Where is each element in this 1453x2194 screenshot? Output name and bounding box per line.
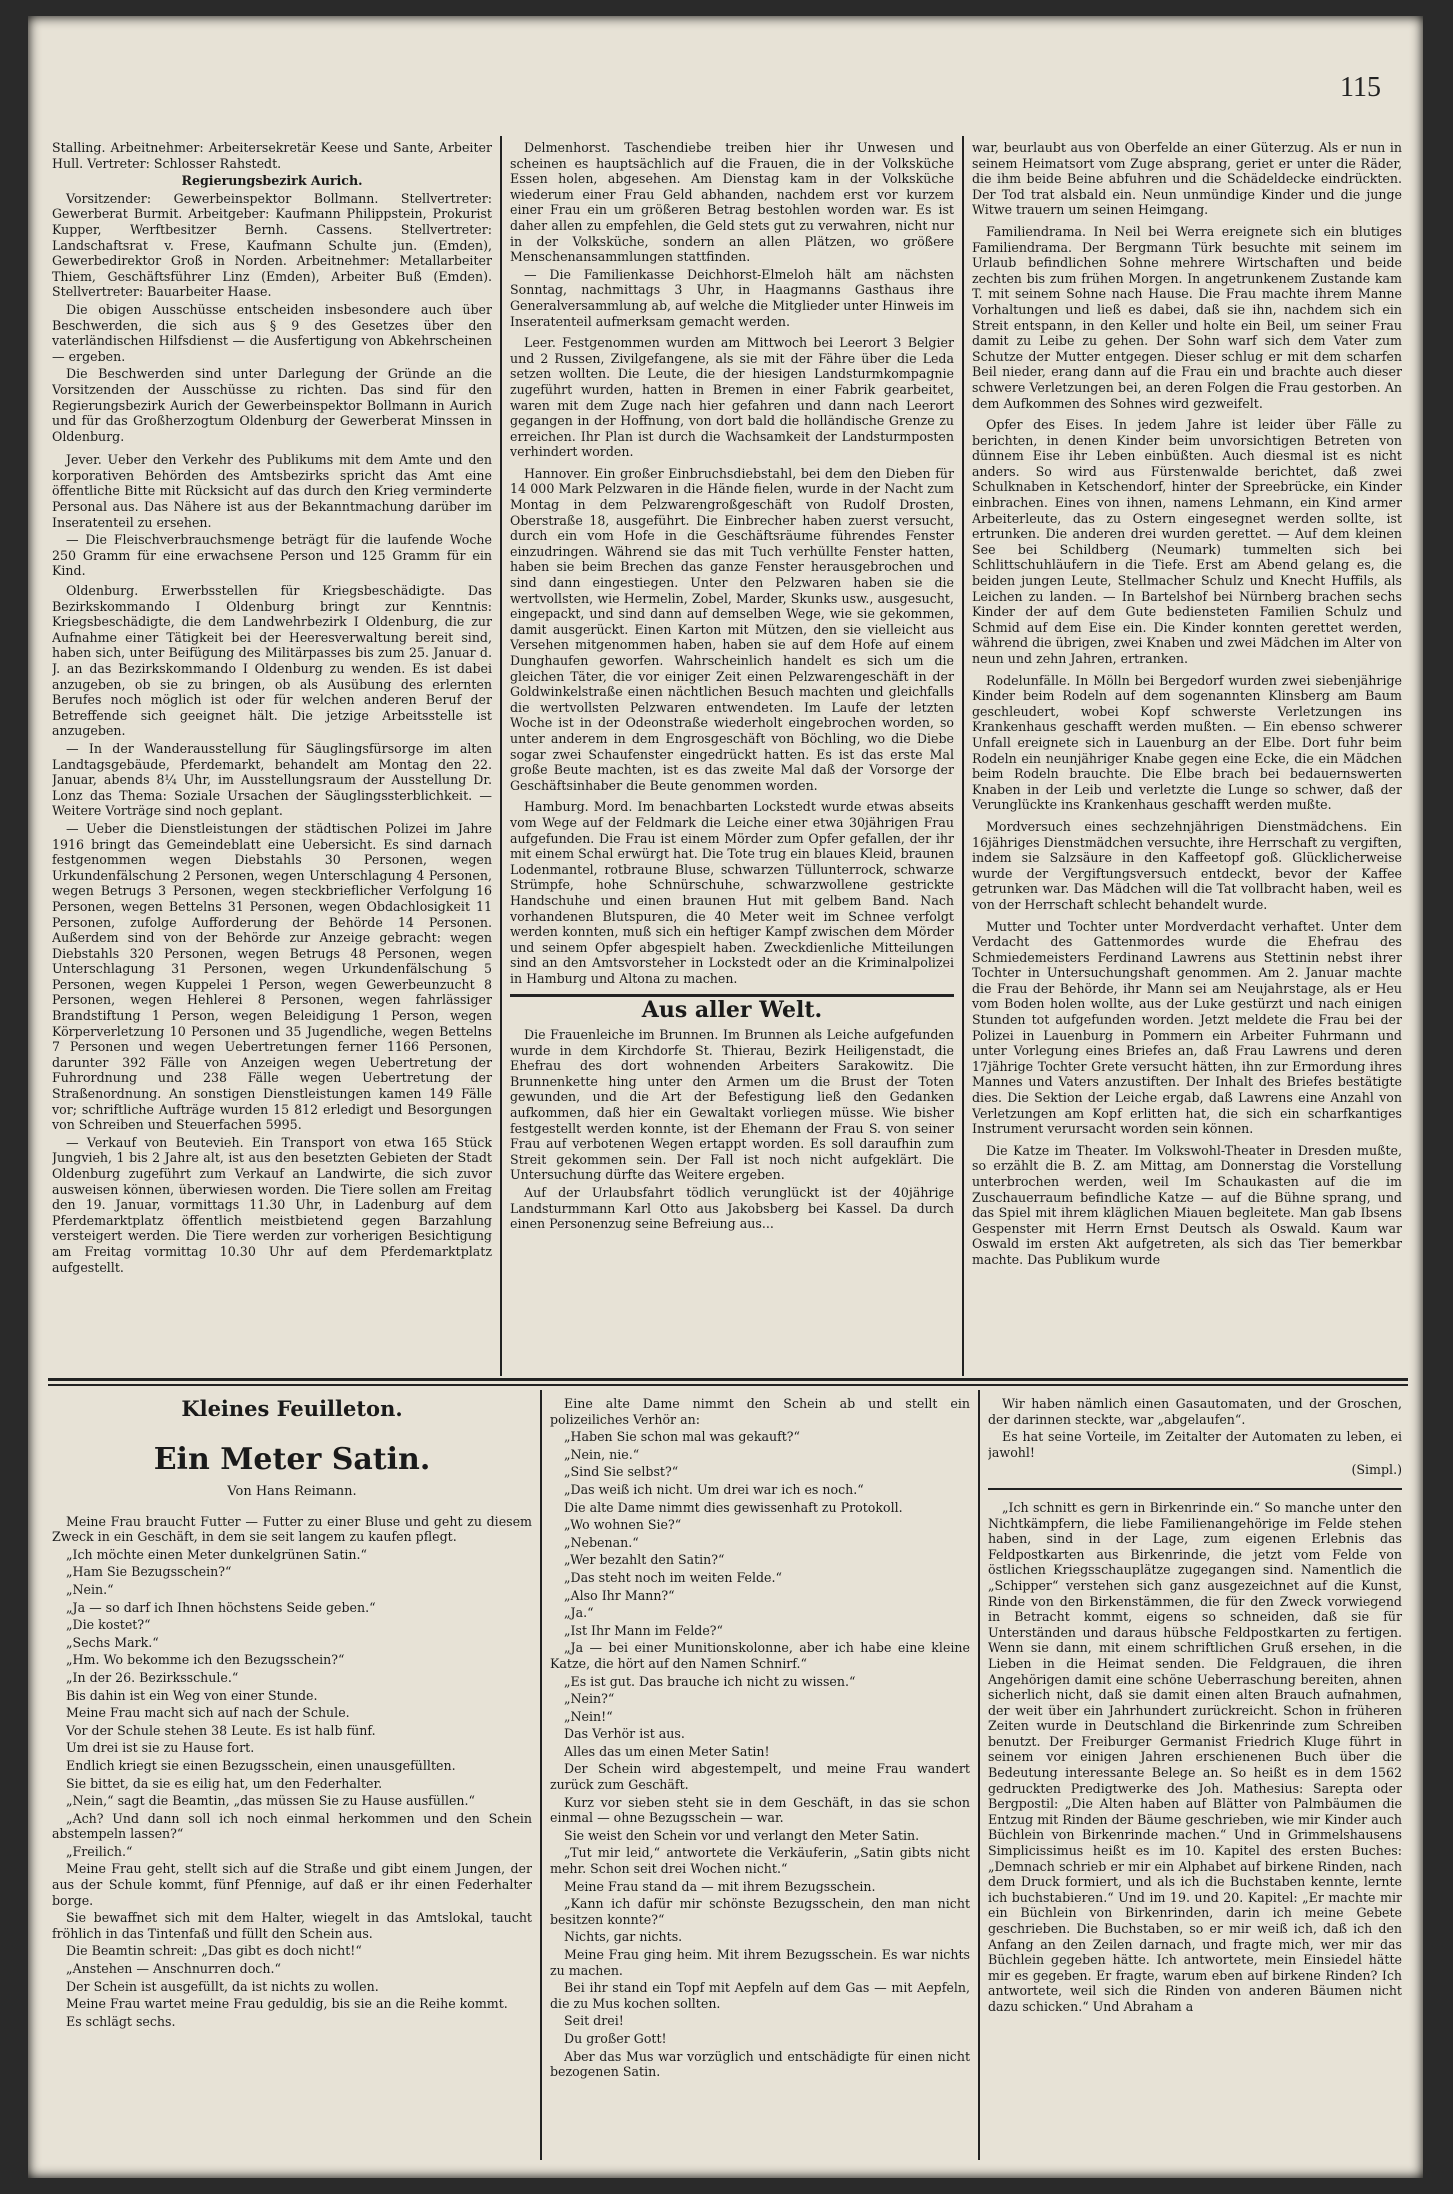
dialogue-line: „Das steht noch im weiten Felde.“ bbox=[564, 1569, 782, 1585]
dialogue-line: „Nebenan.“ bbox=[564, 1534, 639, 1550]
paragraph: Nichts, gar nichts. bbox=[564, 1929, 683, 1945]
paragraph: Die Beschwerden sind unter Darlegung der Gründe an die Vorsitzenden der Ausschüsse zu richten. Das sind für den Regierungsbezirk Aurich der Gewerbeinspektor Bollmann in Aurich und für das Großherzogtum Oldenburg der Gewerberat Minssen in Oldenburg. bbox=[52, 366, 492, 444]
feuilleton-header: Kleines Feuilleton. bbox=[181, 1396, 403, 1421]
paragraph: Jever. Ueber den Verkehr des Publikums mit dem Amte und den korporativen Behörden des Amtsbezirks spricht das Amt eine öffentliche Bitte mit Rücksicht auf das durch den Krieg verminderte Personal aus. Das Nähere ist aus der Bekanntmachung darüber im Inseratenteil zu ersehen. bbox=[52, 452, 492, 530]
paragraph: war, beurlaubt aus von Oberfelde an einer Güterzug. Als er nun in seinem Heimatsort vom Zuge absprang, geriet er unter die Räder, die ihm beide Beine abfuhren und die Schädeldecke eindrückten. Der Tod trat alsbald ein. Neun unmündige Kinder und die junge Witwe trauern um seinen Heimgang. bbox=[972, 140, 1402, 218]
paragraph: Bei ihr stand ein Topf mit Aepfeln auf dem Gas — mit Aepfeln, die zu Mus kochen sollten. bbox=[550, 1980, 970, 2011]
column-2 bbox=[510, 140, 954, 1370]
paragraph: Sie bewaffnet sich mit dem Halter, wiegelt in das Amtslokal, taucht fröhlich in das Tintenfaß und füllt den Schein aus. bbox=[52, 1910, 532, 1941]
paragraph: Delmenhorst. Taschendiebe treiben hier ihr Unwesen und scheinen es hauptsächlich auf die Frauen, die in der Volksküche Essen holen, abgesehen. Am Dienstag kam in der Volksküche wiederum einer Frau Geld abhanden, nachdem erst vor kurzem einer Frau ein um größeren Betrag bestohlen worden war. Es ist daher allen zu empfehlen, die Geld stets gut zu verwahren, nicht nur in der Volksküche, sondern an allen Plätzen, wo größere Menschenansammlungen stattfinden. bbox=[510, 140, 954, 265]
paragraph: Vor der Schule stehen 38 Leute. Es ist halb fünf. bbox=[66, 1722, 376, 1738]
dialogue-line: „Freilich.“ bbox=[66, 1843, 133, 1859]
paragraph: Eine alte Dame nimmt den Schein ab und stellt ein polizeiliches Verhör an: bbox=[550, 1396, 970, 1427]
feuilleton-column-3 bbox=[988, 1396, 1402, 2156]
dialogue-line: „Hm. Wo bekomme ich den Bezugsschein?“ bbox=[66, 1652, 345, 1668]
dialogue-line: „Ach? Und dann soll ich noch einmal herkommen und den Schein abstempeln lassen?“ bbox=[52, 1810, 532, 1842]
paragraph: — Die Familienkasse Deichhorst-Elmeloh hält am nächsten Sonntag, nachmittags 3 Uhr, in Haagmanns Gasthaus ihre Generalversammlung ab, auf welche die Mitglieder unter Hinweis im Inseratenteil aufmerksam gemacht werden. bbox=[510, 266, 954, 329]
dialogue-line: „Nein!“ bbox=[564, 1708, 613, 1724]
paragraph: Die Frauenleiche im Brunnen. Im Brunnen als Leiche aufgefunden wurde in dem Kirchdorfe St. Thierau, Bezirk Heiligenstadt, die Ehefrau des dort wohnenden Arbeiters Sarakowitz. Die Brunnenkette hing unter den Armen um die Brust der Toten gewunden, und die Art der Befestigung ließ den Gedanken aufkommen, daß hier ein Gewaltakt vorliegen müsse. Wie bisher festgestellt werden konnte, ist der Ehemann der Frau S. von seiner Frau auf verbotenen Wegen ertappt worden. Es soll daraufhin zum Streit gekommen sein. Der Fall ist noch nicht aufgeklärt. Die Untersuchung dürfte das Weitere ergeben. bbox=[510, 1027, 954, 1183]
paragraph: Stalling. Arbeitnehmer: Arbeitersekretär Keese und Sante, Arbeiter Hull. Vertreter: Schlosser Rahstedt. bbox=[52, 140, 492, 171]
dialogue-line: „Die kostet?“ bbox=[66, 1617, 151, 1633]
paragraph: Vorsitzender: Gewerbeinspektor Bollmann. Stellvertreter: Gewerberat Burmit. Arbeitgeber: Kaufmann Philippstein, Prokurist Kupper, Werftbesitzer Bernh. Cassens. Stellvertreter: Landschaftsrat v. Frese, Kaufmann Schulte jun. (Emden), Gewerbedirektor Groß in Norden. Arbeitnehmer: Metallarbeiter Thiem, Geschäftsführer Linz (Emden), Arbeiter Buß (Emden). Stellvertreter: Bauarbeiter Haase. bbox=[52, 190, 492, 300]
paragraph: Alles das um einen Meter Satin! bbox=[564, 1743, 770, 1759]
paragraph: Hannover. Ein großer Einbruchsdiebstahl, bei dem den Dieben für 14 000 Mark Pelzwaren in die Hände fielen, wurde in der Nacht zum Montag in dem Pelzwarengroßgeschäft von Rudolf Drosten, Oberstraße 18, ausgeführt. Die Einbrecher haben zuerst versucht, durch ein vom Hofe in die Geschäftsräume führendes Fenster einzudringen. Während sie das mit Tuch verhüllte Fenster hatten, haben sie beim Brechen das ganze Fenster herausgebrochen und sind dann eingestiegen. Unter den Pelzwaren haben sie die wertvollsten, wie Hermelin, Zobel, Marder, Skunks usw., ausgesucht, eingepackt, und sind dann auf demselben Wege, wie sie gekommen, damit ausgerückt. Einen Karton mit Mützen, den sie vielleicht aus Versehen mitgenommen haben, haben sie auf dem Hofe auf einem Dunghaufen geworfen. Wahrscheinlich handelt es sich um die gleichen Täter, die vor einiger Zeit einen Pelzwarengeschäft in der Goldwinkelstraße einen nächtlichen Besuch machten und gleichfalls die wertvollsten Pelzwaren entwendeten. Im Laufe der letzten Woche ist in der Odeonstraße wiederholt eingebrochen worden, so unter anderem in dem Engrosgeschäft von Böchling, wo die Diebe sogar zwei Schaufenster eingedrückt hatten. Es ist das erste Mal große Beute machten, ist es das zweite Mal daß der Vorsorge der Geschäftsinhaber die Beute genommen worden. bbox=[510, 465, 954, 793]
feuilleton-column-1 bbox=[52, 1394, 532, 2154]
paragraph: Das Verhör ist aus. bbox=[564, 1726, 685, 1742]
paragraph: Familiendrama. In Neil bei Werra ereignete sich ein blutiges Familiendrama. Der Bergmann Türk besuchte mit seinem im Urlaub befindlichen Sohne mehrere Wirtschaften und beide zechten bis zum frühen Morgen. In angetrunkenem Zustande kam T. mit seinem Sohne nach Hause. Die Frau machte ihrem Manne Vorhaltungen und ließ es dabei, daß sie ihn, nachdem sich ein Streit entspann, in den Keller und holte ein Beil, um seiner Frau damit zu Leibe zu gehen. Der Sohn warf sich dem Vater zum Schutze der Mutter entgegen. Dieser schlug er mit dem scharfen Beil nieder, erang dann auf die Frau ein und brachte auch dieser schwere Verletzungen bei, an deren Folgen die Frau gestorben. An dem Aufkommen des Sohnes wird gezweifelt. bbox=[972, 223, 1402, 411]
paragraph: Seit drei! bbox=[564, 2013, 624, 2029]
dialogue-line: „Wer bezahlt den Satin?“ bbox=[564, 1552, 725, 1568]
column-divider bbox=[962, 136, 964, 1376]
source-credit: (Simpl.) bbox=[1351, 1462, 1402, 1478]
paragraph: Meine Frau macht sich auf nach der Schule. bbox=[66, 1705, 350, 1721]
paragraph: Der Schein ist ausgefüllt, da ist nichts zu wollen. bbox=[66, 1978, 379, 1994]
divider bbox=[988, 1488, 1402, 1490]
paragraph: — Ueber die Dienstleistungen der städtischen Polizei im Jahre 1916 bringt das Gemeindeblatt eine Uebersicht. Es sind darnach festgenommen wegen Diebstahls 30 Personen, wegen Urkundenfälschung 2 Personen, wegen Unterschlagung 4 Personen, wegen Betrugs 3 Personen, wegen steckbrieflicher Verfolgung 16 Personen, wegen Bettelns 31 Personen, wegen Obdachlosigkeit 11 Personen, zufolge Aufforderung der Behörde 14 Personen. Außerdem sind von der Behörde zur Anzeige gebracht: wegen Diebstahls 320 Personen, wegen Betrugs 48 Personen, wegen Unterschlagung 31 Personen, wegen Urkundenfälschung 5 Personen, wegen Kuppelei 1 Person, wegen Gewerbeunzucht 8 Personen, wegen Hehlerei 8 Personen, wegen fahrlässiger Brandstiftung 1 Person, wegen Beleidigung 1 Person, wegen Körperverletzung 10 Personen und 35 Jugendliche, wegen Bettelns 7 Personen und wegen Uebertretungen ferner 1166 Personen, darunter 392 Fälle von Anzeigen wegen Uebertretung der Fuhrordnung und 238 Fälle wegen Uebertretung der Straßenordnung. An sonstigen Dienstleistungen kamen 149 Fälle vor; schriftliche Aufträge wurden 15 812 erledigt und Besorgungen von Schreiben und Steuerfachen 5995. bbox=[52, 820, 492, 1133]
paragraph: Mutter und Tochter unter Mordverdacht verhaftet. Unter dem Verdacht des Gattenmordes wurde die Ehefrau des Schmiedemeisters Ferdinand Lawrens aus Stettinin nebst ihrer Tochter in Untersuchungshaft genommen. Am 2. Januar machte die Frau der Behörde, ihr Mann sei am Neujahrstage, als er Heu vom Boden holen wollte, aus der Luke gestürzt und nach einigen Stunden tot aufgefunden worden. Jetzt meldete die Frau bei der Polizei in Lauenburg in Pommern ein Arbeiter Fuhrmann und unter Vorlegung eines Briefes an, daß Frau Lawrens und deren 17jährige Tochter Grete versucht hätten, ihn zur Ermordung ihres Mannes und Vaters anzustiften. Der Inhalt des Briefes bestätigte dies. Die Sektion der Leiche ergab, daß Lawrens eine Anzahl von Verletzungen am Kopf erlitten hat, die sich ein scharfkantiges Instrument verursacht worden sein können. bbox=[972, 918, 1402, 1137]
paragraph: Meine Frau geht, stellt sich auf die Straße und gibt einem Jungen, der aus der Schule kommt, fünf Pfennige, auf daß er ihr einen Federhalter borge. bbox=[52, 1861, 532, 1908]
paragraph: Meine Frau ging heim. Mit ihrem Bezugsschein. Es war nichts zu machen. bbox=[550, 1947, 970, 1978]
paragraph: Bis dahin ist ein Weg von einer Stunde. bbox=[66, 1687, 318, 1703]
paragraph: „Anstehen — Anschnurren doch.“ bbox=[66, 1961, 281, 1977]
horizontal-rule bbox=[48, 1384, 1408, 1386]
dialogue-line: „Wo wohnen Sie?“ bbox=[564, 1517, 682, 1533]
paragraph: — In der Wanderausstellung für Säuglingsfürsorge im alten Landtagsgebäude, Pferdemarkt, behandelt am Montag den 22. Januar, abends 8¼ Uhr, im Ausstellungsraum der Ausstellung Dr. Lonz das Thema: Soziale Ursachen der Säuglingssterblichkeit. — Weitere Vorträge sind noch geplant. bbox=[52, 740, 492, 819]
dialogue-line: „Ich möchte einen Meter dunkelgrünen Satin.“ bbox=[66, 1546, 367, 1562]
paragraph: Es hat seine Vorteile, im Zeitalter der Automaten zu leben, ei jawohl! bbox=[988, 1429, 1402, 1460]
dialogue-line: „Ja — so darf ich Ihnen höchstens Seide geben.“ bbox=[66, 1599, 376, 1615]
paragraph: Opfer des Eises. In jedem Jahre ist leider über Fälle zu berichten, in denen Kinder beim unvorsichtigen Betreten von dünnem Eise ihr Leben einbüßten. Auch diesmal ist es nicht anders. So wird aus Fürstenwalde berichtet, daß zwei Schulknaben in Ketschendorf, hinter der Spreebrücke, ein Kinder einbrachen. Eines von ihnen, namens Lehmann, ein Kind armer Arbeiterleute, das zu Ostern eingesegnet werden sollte, ist ertrunken. Die anderen drei wurden gerettet. — Auf dem kleinen See bei Schildberg (Neumark) tummelten sich bei Schlittschuhläufern in die Tiefe. Erst am Abend gelang es, die beiden jungen Leute, Stellmacher Schulz und Knecht Huffils, als Leichen zu landen. — In Bartelshof bei Nürnberg brachen sechs Kinder der auf dem Gute bediensteten Familien Schulz und Schmid auf dem Eise ein. Die Kinder konnten gerettet werden, während die übrigen, zwei Knaben und zwei Mädchen im Alter von neun und zehn Jahren, ertranken. bbox=[972, 417, 1402, 666]
newspaper-page bbox=[28, 16, 1423, 2178]
paragraph: — Die Fleischverbrauchsmenge beträgt für die laufende Woche 250 Gramm für eine erwachsene Person und 125 Gramm für ein Kind. bbox=[52, 532, 492, 579]
column-divider bbox=[978, 1390, 980, 2160]
paragraph: Leer. Festgenommen wurden am Mittwoch bei Leerort 3 Belgier und 2 Russen, Zivilgefangene, als sie mit der Fähre über die Leda setzen wollten. Die Leute, die der hiesigen Landsturmkompagnie zugeführt wurden, hatten in Bremen in einer Fabrik gearbeitet, waren mit dem Zuge nach hier gefahren und dann nach Leerort gegangen in der Hoffnung, von dort bald die holländische Grenze zu erreichen. Ihr Plan ist durch die Wachsamkeit der Landsturmposten verhindert worden. bbox=[510, 335, 954, 460]
dialogue-line: „Sind Sie selbst?“ bbox=[564, 1464, 679, 1480]
paragraph: Aber das Mus war vorzüglich und entschädigte für einen nicht bezogenen Satin. bbox=[550, 2048, 970, 2080]
column-divider bbox=[540, 1390, 542, 2160]
paragraph: Kurz vor sieben steht sie in dem Geschäft, in das sie schon einmal — ohne Bezugsschein — war. bbox=[550, 1794, 970, 1826]
paragraph: Die alte Dame nimmt dies gewissenhaft zu Protokoll. bbox=[564, 1499, 903, 1515]
dialogue-line: „Ja.“ bbox=[564, 1605, 594, 1621]
dialogue-line: „Ham Sie Bezugsschein?“ bbox=[66, 1564, 232, 1580]
dialogue-line: „Haben Sie schon mal was gekauft?“ bbox=[564, 1429, 800, 1445]
dialogue-line: „Nein?“ bbox=[564, 1691, 615, 1707]
dialogue-line: „Sechs Mark.“ bbox=[66, 1634, 159, 1650]
paragraph: Hamburg. Mord. Im benachbarten Lockstedt wurde etwas abseits vom Wege auf der Feldmark die Leiche einer etwa 30jährigen Frau aufgefunden. Die Frau ist einem Mörder zum Opfer gefallen, der ihr mit einem Schal erwürgt hat. Die Tote trug ein blaues Kleid, braunen Lodenmantel, rotbraune Bluse, schwarzen Tüllunterrock, schwarze Strümpfe, hohe Schnürschuhe, schwarzwollene gestrickte Handschuhe und einen braunen Hut mit gelbem Band. Nach vorhandenen Blutspuren, die 40 Meter weit im Schnee verfolgt werden konnten, muß sich ein heftiger Kampf zwischen dem Mörder und seinem Opfer abgespielt haben. Zweckdienliche Mitteilungen sind an den Amtsvorsteher in Lockstedt oder an die Kriminalpolizei in Hamburg und Altona zu machen. bbox=[510, 799, 954, 986]
dialogue-line: „Nein,“ sagt die Beamtin, „das müssen Sie zu Hause ausfüllen.“ bbox=[66, 1793, 475, 1809]
column-1 bbox=[52, 140, 492, 1370]
paragraph: — Verkauf von Beutevieh. Ein Transport von etwa 165 Stück Jungvieh, 1 bis 2 Jahre alt, ist aus den besetzten Gebieten der Stadt Oldenburg zugeführt zum Verkauf an Landwirte, die sich zuvor ausweisen können, überwiesen worden. Die Tiere sollen am Freitag den 19. Januar, vormittags 11.30 Uhr, in Ladenburg auf dem Pferdemarktplatz öffentlich meistbietend gegen Barzahlung versteigert werden. Die Tiere werden zur vorherigen Besichtigung am Freitag vormittag 10.30 Uhr auf dem Pferdemarktplatz aufgestellt. bbox=[52, 1134, 492, 1275]
paragraph: „Ich schnitt es gern in Birkenrinde ein.“ So manche unter den Nichtkämpfern, die liebe Familienangehörige im Felde stehen haben, sind in der Lage, zum eigenen Erlebnis das Feldpostkarten aus Birkenrinde, die jetzt vom Felde von östlichen Kriegsschauplätze zugegangen sind. Namentlich die „Schipper“ verstehen sich ganz ausgezeichnet auf die Kunst, Rinde von den Birkenstämmen, die für den Zweck vorwiegend in Betracht kommt, eigens so schneiden, daß sie für Unterständen und daraus hübsche Feldpostkarten zu fertigen. Wenn sie dann, mit einem schriftlichen Gruß ersehen, in die Lieben in die Heimat senden. Die Feldgrauen, die ihren Angehörigen damit eine schöne Ueberraschung bereiten, ahnen sicherlich nicht, daß sie damit einen alten Brauch aufnahmen, der weit über ein Jahrhundert zurückreicht. Schon in früheren Zeiten wurde in Deutschland die Birkenrinde zum Schreiben benutzt. Der Freiburger Germanist Friedrich Kluge führt in seinem vor einigen Jahren erschienenen Buch über die Bedeutung interessante Belege an. So heißt es in dem 1562 gedruckten Predigtwerke des Joh. Mathesius: Sarepta oder Bergpostil: „Die Alten haben auf Blätter von Palmbäumen die Entzug mit Rinden der Bäume geschrieben, wie mir Kinder auch Büchlein von Birkenrinde machen.“ Und in Grimmelshausens Simplicissimus heißt es im 10. Kapitel des ersten Buches: „Demnach schrieb er mir ein Alphabet auf birkene Rinden, nach dem Druck formiert, und als ich die Buchstaben kennte, lernte ich buchstabieren.“ Und im 19. und 20. Kapitel: „Er machte mir ein Büchlein von Birkenrinden, darin ich meine Gebete geschrieben. Die Buchstaben, so er mir weiß ich, daß ich den Anfang an den Zeilen darnach, und fragte mich, wer mir das Büchlein gegeben hätte. Ich antwortete, mein Einsiedel hätte mir es gegeben. Er fragte, warum eben auf birkene Rinden? Ich antwortete, weil sich die Rinden von anderen Bäumen nicht dazu schicken.“ Und Abraham a bbox=[988, 1499, 1402, 2014]
dialogue-line: „Es ist gut. Das brauche ich nicht zu wissen.“ bbox=[564, 1673, 856, 1689]
dialogue-line: „Tut mir leid,“ antwortete die Verkäuferin, „Satin gibts nicht mehr. Schon seit drei Wochen nicht.“ bbox=[550, 1845, 970, 1877]
paragraph: Um drei ist sie zu Hause fort. bbox=[66, 1740, 255, 1756]
paragraph: Auf der Urlaubsfahrt tödlich verunglückt ist der 40jährige Landsturmmann Karl Otto aus Jakobsberg bei Kassel. Da durch einen Personenzug seine Befreiung aus... bbox=[510, 1185, 954, 1232]
paragraph: Endlich kriegt sie einen Bezugsschein, einen unausgefüllten. bbox=[66, 1757, 456, 1773]
dialogue-line: „Also Ihr Mann?“ bbox=[564, 1587, 675, 1603]
section-heading: Regierungsbezirk Aurich. bbox=[181, 173, 363, 189]
section-heading-world: Aus aller Welt. bbox=[641, 997, 823, 1024]
paragraph: Der Schein wird abgestempelt, und meine Frau wandert zurück zum Geschäft. bbox=[550, 1761, 970, 1793]
paragraph: Es schlägt sechs. bbox=[66, 2013, 176, 2029]
paragraph: Rodelunfälle. In Mölln bei Bergedorf wurden zwei siebenjährige Kinder beim Rodeln auf dem sogenannten Klinsberg am Baum geschleudert, wobei Kopf schwerste Verletzungen ins Krankenhaus geschafft werden mußten. — Ein ebenso schwerer Unfall ereignete sich in Lauenburg an der Elbe. Dort fuhr beim Rodeln ein neunjähriger Knabe gegen eine Ecke, die ein Mädchen beim Rodeln brauchte. Die Elbe brach bei bedauernswerten Knaben in der Leib und verletzte die Lunge so schwer, daß der Verunglückte ins Krankenhaus geschafft werden mußte. bbox=[972, 672, 1402, 813]
dialogue-line: „Nein.“ bbox=[66, 1581, 114, 1597]
story-title: Ein Meter Satin. bbox=[153, 1442, 431, 1477]
paragraph: Mordversuch eines sechzehnjährigen Dienstmädchens. Ein 16jähriges Dienstmädchen versuchte, ihre Herrschaft zu vergiften, indem sie Salzsäure in den Kaffeetopf goß. Glücklicherweise wurde der Vergiftungsversuch entdeckt, bevor der Kaffee getrunken war. Das Mädchen will die Tat vollbracht haben, weil es von der Herrschaft schlecht behandelt wurde. bbox=[972, 818, 1402, 912]
dialogue-line: „Ist Ihr Mann im Felde?“ bbox=[564, 1622, 723, 1638]
paragraph: Die Beamtin schreit: „Das gibt es doch nicht!“ bbox=[66, 1943, 362, 1959]
dialogue-line: „Das weiß ich nicht. Um drei war ich es noch.“ bbox=[564, 1481, 864, 1497]
dialogue-line: „In der 26. Bezirksschule.“ bbox=[66, 1669, 239, 1685]
paragraph: Meine Frau stand da — mit ihrem Bezugsschein. bbox=[564, 1878, 876, 1894]
paragraph: Meine Frau braucht Futter — Futter zu einer Bluse und geht zu diesem Zweck in ein Geschäft, in dem sie seit langem zu kaufen pflegt. bbox=[52, 1513, 532, 1545]
paragraph: Sie bittet, da sie es eilig hat, um den Federhalter. bbox=[66, 1775, 383, 1791]
page-number: 115 bbox=[1340, 72, 1381, 103]
column-3 bbox=[972, 140, 1402, 1370]
byline: Von Hans Reimann. bbox=[227, 1484, 357, 1499]
paragraph: „Kann ich dafür mir schönste Bezugsschein, den man nicht besitzen konnte?“ bbox=[550, 1896, 970, 1927]
dialogue-line: „Ja — bei einer Munitionskolonne, aber ich habe eine kleine Katze, die hört auf den Namen Schnirf.“ bbox=[550, 1640, 970, 1671]
column-divider bbox=[500, 136, 502, 1376]
dialogue-line: „Nein, nie.“ bbox=[564, 1446, 640, 1462]
paragraph: Wir haben nämlich einen Gasautomaten, und der Groschen, der darinnen steckte, war „abgelaufen“. bbox=[988, 1396, 1402, 1427]
paragraph: Oldenburg. Erwerbsstellen für Kriegsbeschädigte. Das Bezirkskommando I Oldenburg bringt zur Kenntnis: Kriegsbeschädigte, die dem Landwehrbezirk I Oldenburg, die zur Aufnahme einer Tätigkeit bei der Heeresverwaltung bereit sind, haben sich, unter Beifügung des Militärpasses bis zum 25. Januar d. J. an das Bezirkskommando I Oldenburg zu wenden. Es ist dabei anzugeben, ob sie zu bringen, ob als Ausübung des erlernten Berufes noch möglich ist oder für welchen anderen Beruf der Betreffende sich geeignet hält. Die jetzige Arbeitsstelle ist anzugeben. bbox=[52, 583, 492, 739]
horizontal-rule bbox=[48, 1378, 1408, 1381]
paragraph: Die obigen Ausschüsse entscheiden insbesondere auch über Beschwerden, die sich aus § 9 des Gesetzes über den vaterländischen Hilfsdienst — die Ausfertigung von Abkehrscheinen — ergeben. bbox=[52, 301, 492, 364]
paragraph: Die Katze im Theater. Im Volkswohl-Theater in Dresden mußte, so erzählt die B. Z. am Mittag, am Donnerstag die Vorstellung unterbrochen werden, weil Im Schaukasten auf die im Zuschauerraum befindliche Katze — auf die Bühne sprang, und das Spiel mit ihrem kläglichen Miauen begleitete. Man gab Ibsens Gespenster mit Herrn Ernst Deutsch als Oswald. Kaum war Oswald im ersten Akt aufgetreten, als sich das Tier bemerkbar machte. Das Publikum wurde bbox=[972, 1142, 1402, 1267]
paragraph: Sie weist den Schein vor und verlangt den Meter Satin. bbox=[564, 1827, 920, 1843]
paragraph: Du großer Gott! bbox=[564, 2030, 667, 2046]
feuilleton-column-2 bbox=[550, 1396, 970, 2156]
paragraph: Meine Frau wartet meine Frau geduldig, bis sie an die Reihe kommt. bbox=[66, 1996, 508, 2012]
